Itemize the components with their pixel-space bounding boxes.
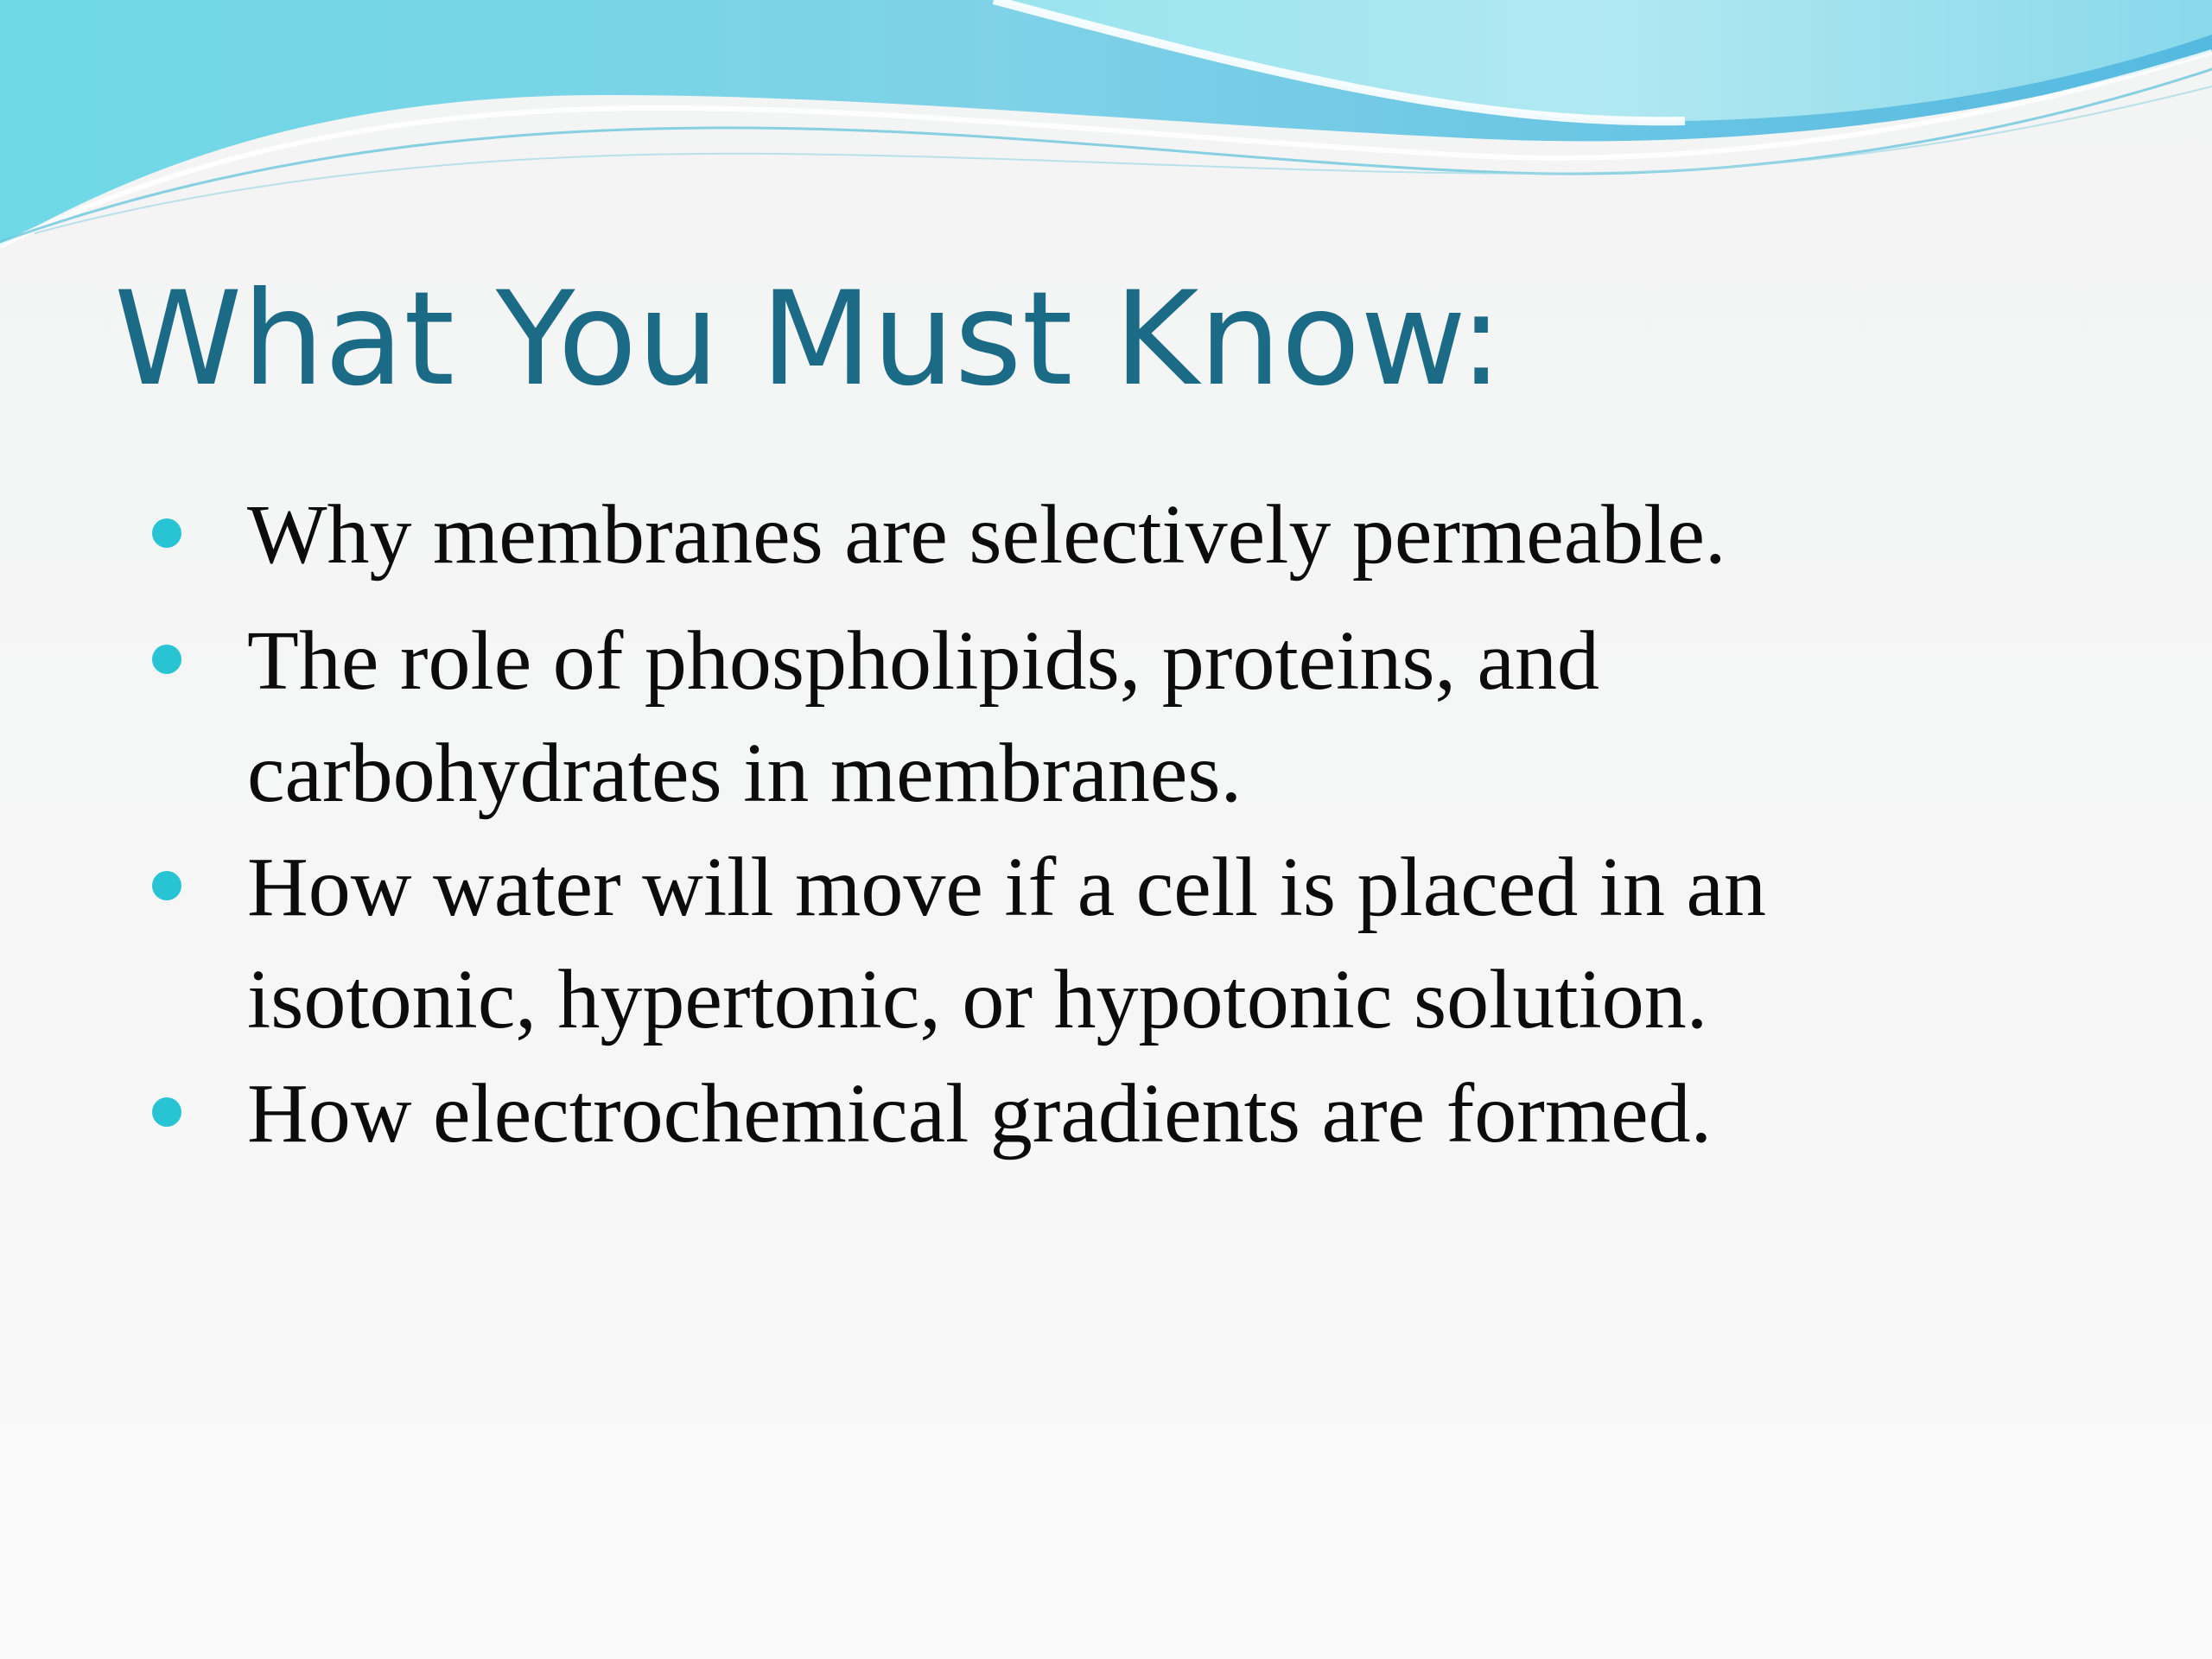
bullet-text: How electrochemical gradients are formed. <box>247 1067 1713 1160</box>
bullet-text: The role of phospholipids, proteins, and carbohydrates in membranes. <box>247 614 1600 820</box>
bullet-dot-icon <box>152 518 181 548</box>
bullet-dot-icon <box>152 871 181 900</box>
slide-title: What You Must Know: <box>114 264 1503 415</box>
bullet-text: How water will move if a cell is placed in an isotonic, hypertonic, or hypotonic solution. <box>247 841 1766 1046</box>
bullet-dot-icon <box>152 645 181 674</box>
bullet-text: Why membranes are selectively permeable. <box>247 488 1726 582</box>
bullet-dot-icon <box>152 1097 181 1127</box>
decorative-wave-header <box>0 0 2212 276</box>
